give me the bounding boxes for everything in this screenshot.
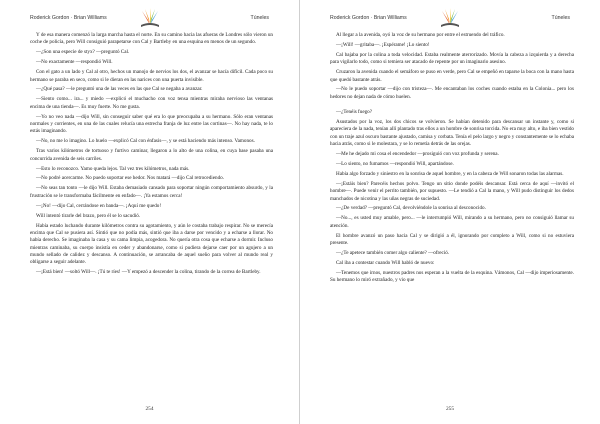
- paragraph: —No podré acercarme. No puedo soportar ese hedor. Nos matará —dijo Cal retrocediendo.: [36, 175, 224, 182]
- paragraph: —¿De verdad? —preguntó Cal, devolviéndole la sonrisa al desconocido.: [336, 205, 486, 212]
- paragraph: —Esto lo reconozco. Yamo queda lejos. Tal vez tres kilómetros, nada más.: [36, 165, 190, 172]
- paragraph: —Me he dejado mi cosa el encendedor —prosiguió con voz profunda y serena.: [336, 151, 499, 158]
- paragraph: —¡No! —dijo Cal, cerrándose en banda—. ¡Aquí me quedo!: [36, 202, 162, 209]
- paragraph: —No exactamente —respondió Will.: [36, 59, 113, 66]
- paragraph: —No, no me lo imagino. Lo huelo —explicó Cal con énfasis—, y se está haciendo más intenso. Vamonos.: [36, 138, 255, 145]
- paragraph: —¡Está bien! —soltó Will—. ¡Tú te ríes! —Y empezó a descender la colina, tirando de la correa de Bartleby.: [36, 269, 261, 276]
- header-author: Roderick Gordon · Brian Williams: [30, 15, 107, 21]
- paragraph: Cal bajaba por la colina a toda velocidad. Estaba realmente aterrorizado. Movía la cabeza a izquierda y a derecha para vigilarlo todo, como si temiera ser atacado de repente por un imaginario asesino.: [330, 51, 574, 66]
- paragraph: El hombre avanzó un paso hacia Cal y se dirigió a él, ignorando por completo a Will, como si no estuviera presente.: [330, 232, 574, 247]
- paragraph: —¡Estáis bien? Parecéis hechos polvo. Tengo un sitio donde podéis descansar. Está cerca de aquí —invitó el hombre—. Puede venir el perrito también, por supuesto. —Le tendió a Cal la mano, y Will pudo distinguir los dedos manchados de nicotina y las uñas negras de suciedad.: [330, 180, 574, 202]
- paragraph: —¿Tenéis fuego?: [336, 109, 373, 116]
- paragraph: —Siento como... ira... y miedo —explicó el muchacho con voz tensa mientras miraba nervioso las ventanas encima de una tienda—. Es muy fuerte. No me gusta.: [30, 96, 273, 110]
- paragraph: Con el gato a un lado y Cal al otro, hechos un manojo de nervios los dos, el avanzar se hacía difícil. Cada poco su hermano se paraba en seco, como si le dieran en las narices con una puerta invisible.: [30, 69, 273, 83]
- paragraph: —Lo siento, no fumamos —respondió Will, apartándose.: [336, 160, 454, 167]
- paragraph: Y de esa manera comenzó la larga marcha hasta el norte. En su camino hacia las afueras de Londres sólo vieron un coche de policía, pero Will consiguió parapetarse con Cal y Bartleby en una esquina en menos de un segundo.: [30, 32, 273, 46]
- paragraph: —Yo no veo nada —dijo Will, sin conseguir saber qué era lo que preocupaba a su hermano. Sólo eran ventanas normales y corrientes, en una de las cuales relucía una estrecha franja de luz entre las cortinas—. No hay nada, te lo estás imaginando.: [30, 113, 273, 135]
- publisher-logo-icon: [135, 8, 165, 28]
- header-title: Túneles: [551, 15, 570, 21]
- paragraph: Tras varios kilómetros de tortuoso y furtivo caminar, llegaron a lo alto de una colina, en cuya base pasaba una concurrida avenida de seis carriles.: [30, 148, 273, 162]
- paragraph: Había estado luchando durante kilómetros contra su agotamiento, y aún le costaba trabajo respirar. No se merecía encima que Cal se pusiera así. Sintió que no podía más, sintió que iba a darse por vencido y a echarse a llorar. No había derecho. Se imaginaba la casa y su cama limpia, acogedora. No quería otra cosa que echarse a dormir. Incluso mientras caminaba, su cuerpo insistía en ceder y abandonarse, como si pudiera dejarse caer por un agujero a un mundo sellado de calidez y descanso. A continuación, se arrancaba de aquel sueño para volver al mundo real y obligarse a seguir adelante.: [30, 222, 273, 266]
- paragraph: —¡Will! —gritaba—. ¡Espérame! ¡Lo siento!: [336, 41, 430, 48]
- paragraph: —No le puedo soportar —dijo con tristeza—. Me encantaban los coches cuando estaba en la Colonia... pero los hedores no dejan nada de cómo huelen.: [330, 86, 574, 100]
- page-number: 254: [145, 406, 154, 412]
- publisher-logo-icon: [435, 8, 465, 28]
- paragraph: —No..., es usted muy amable, pero... —le interrumpió Will, mirando a su hermano, pero no consiguió llamar su atención.: [330, 215, 574, 229]
- right-page: [300, 0, 600, 424]
- page-text: [30, 32, 273, 279]
- paragraph: Cal iba a contestar cuando Will habló de nuevo:: [336, 259, 435, 266]
- paragraph: —No seas tan tonto —le dijo Will. Estaba demasiado cansado para soportar ningún comportamiento absurdo, y la frustración se le transformaba fácilmente en enfado—. ¡Ya estamos cerca!: [30, 185, 273, 199]
- paragraph: —¿Qué pasa? —le preguntó una de las veces en las que Cal se negaba a avanzar.: [36, 86, 203, 93]
- page-number: 255: [445, 406, 455, 412]
- paragraph: —¿Te apetece también comer algo caliente? —ofreció.: [336, 249, 450, 256]
- paragraph: Al llegar a la avenida, oyó la voz de su hermano por entre el estruendo del tráfico.: [336, 32, 505, 38]
- paragraph: —¿Son una especie de styx? —preguntó Cal.: [36, 49, 130, 56]
- paragraph: —Tenemos que irnos, nuestros padres nos esperan a la vuelta de la esquina. Vámonos, Cal —dijo imperiosamente. Su hermano lo miró extrañado, y vio que: [330, 269, 574, 284]
- paragraph: Asustados por la voz, los dos chicos se volvieron. Se habían detenido para descansar un instante y, como si apareciera de la nada, tenían allí plantado tras ellos a un hombre de sonrisa torcida. No era muy alto, e iba bien vestido con un traje azul oscuro bastante ajustado, camisa y corbata. Tenía el pelo largo y negro y constantemente se lo echaba hacia atrás, como si le molestara, y se lo remetía detrás de las orejas.: [330, 119, 574, 148]
- header-title: Túneles: [250, 15, 269, 21]
- header-author: Roderick Gordon · Brian Williams: [330, 15, 407, 21]
- page-text: [330, 32, 574, 287]
- paragraph: Había algo forzado y siniestro en la sonrisa de aquel hombre, y en la cabeza de Will sonaron todas las alarmas.: [336, 170, 564, 177]
- page-header: [330, 10, 570, 28]
- page-header: [30, 10, 269, 28]
- paragraph: Cruzaron la avenida cuando el semáforo se puso en verde, pero Cal se empeñó en taparse la boca con la mano hasta que quedó bastante atrás.: [330, 69, 574, 83]
- paragraph: Will intentó tirarle del brazo, pero él se lo sacudió.: [36, 212, 141, 219]
